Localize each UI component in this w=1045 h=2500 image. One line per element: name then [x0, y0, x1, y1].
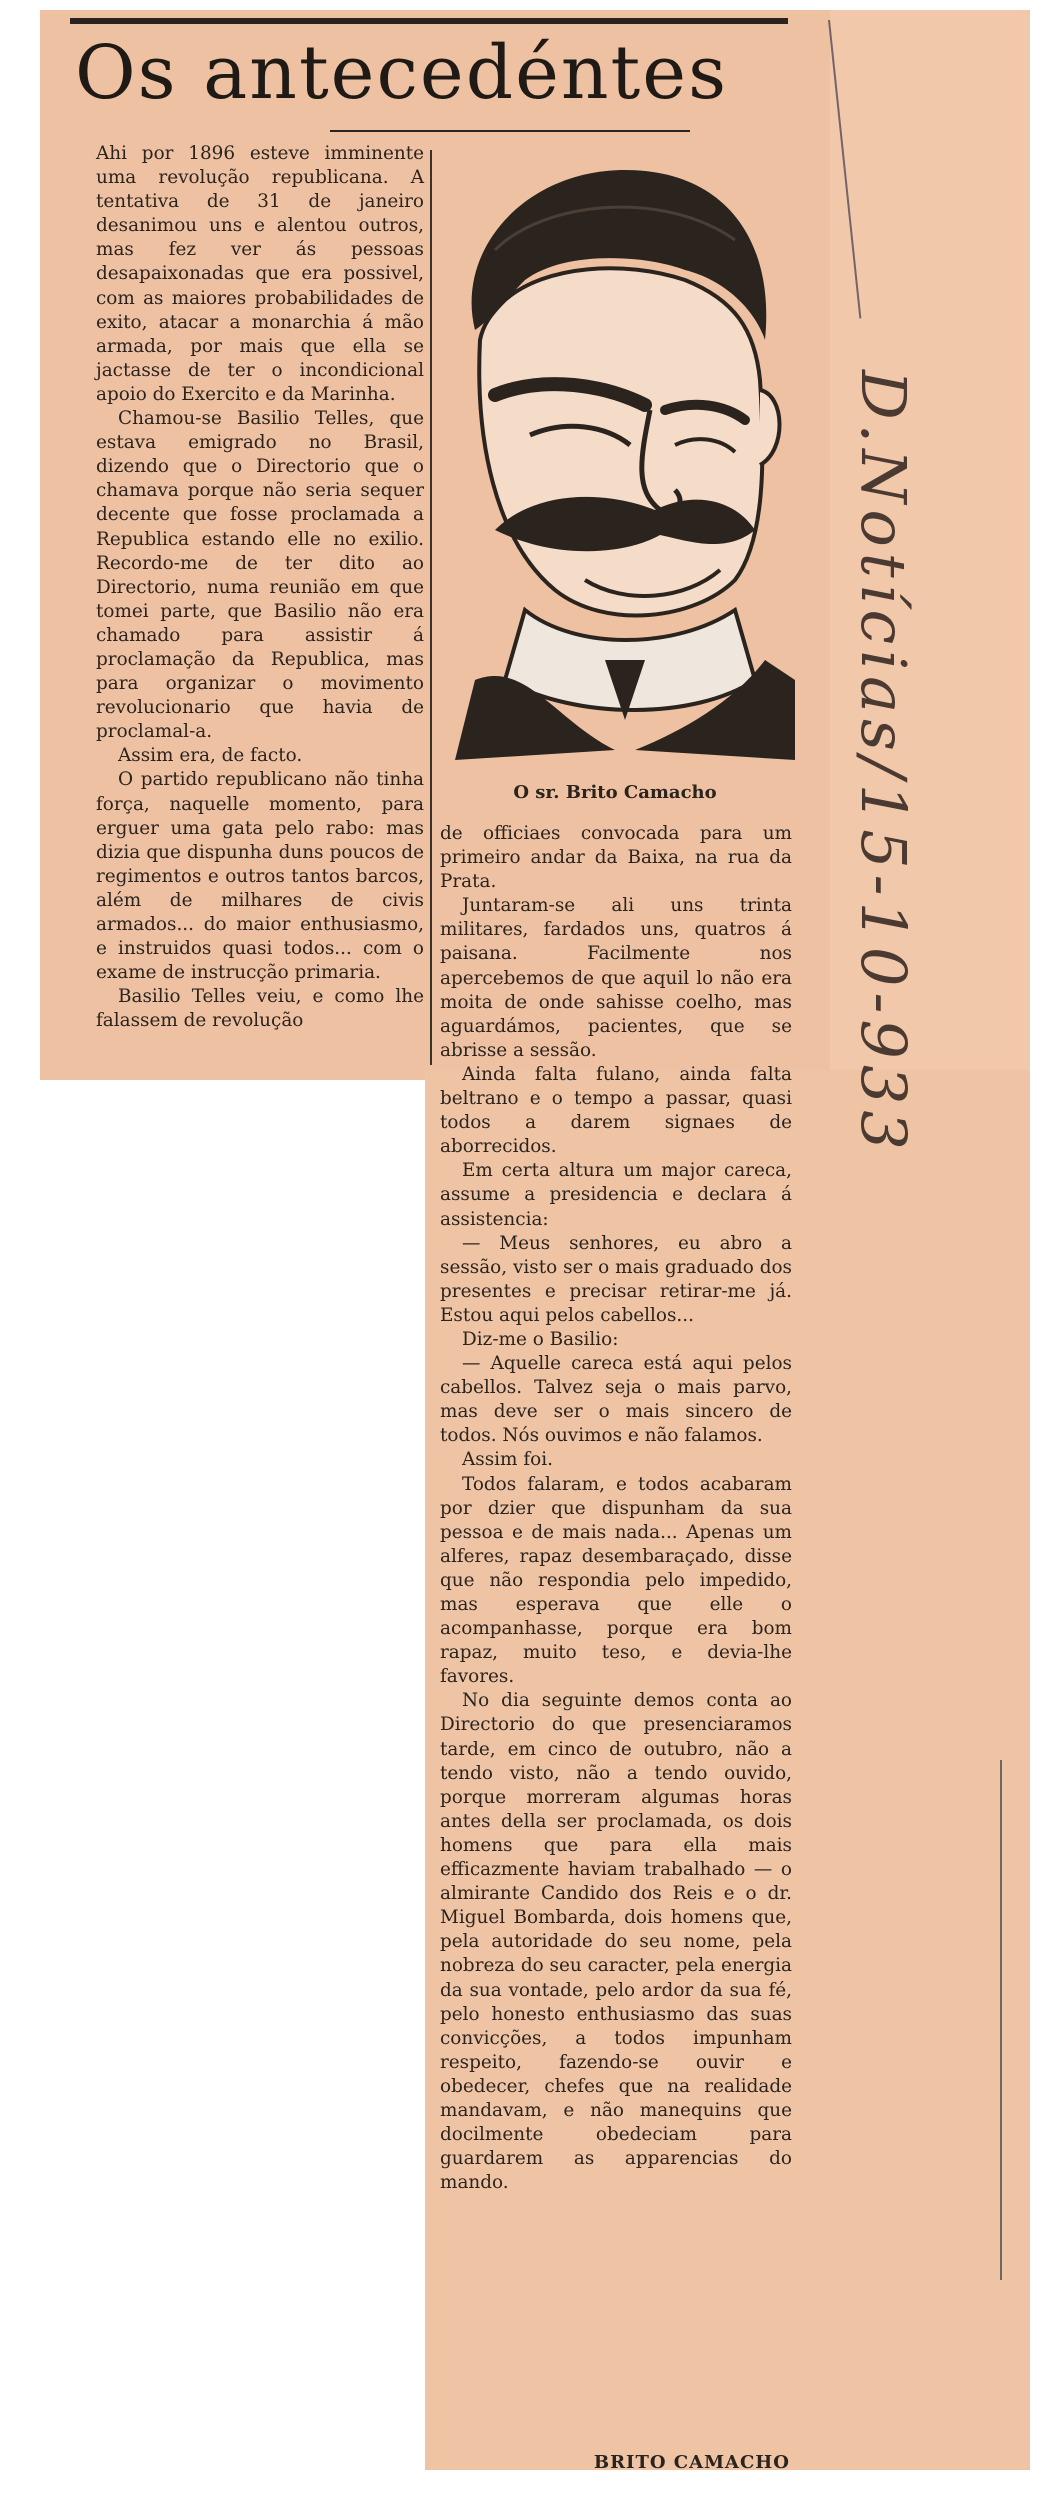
headline-top-rule — [70, 18, 788, 24]
article-column-left — [96, 142, 424, 1033]
tear-edge-line-lower — [1000, 1760, 1002, 2280]
caricature-portrait — [435, 160, 795, 760]
paragraph: de officiaes convocada para um primeiro andar da Baixa, na rua da Prata. — [440, 823, 792, 893]
paragraph: Basilio Telles veiu, e como lhe falassem de revolução — [96, 986, 424, 1032]
paragraph: Diz-me o Basilio: — [462, 1328, 619, 1350]
paragraph: Ahi por 1896 esteve imminente uma revolução republicana. A tentativa de 31 de janeiro desanimou uns e alentou outros, mas fez ver ás pessoas desapaixonadas que era possivel, com as maiores probabilidades de exito, atacar a monarchia á mão armada, por mais que ella se jactasse de ter o incondicional apoio do Exercito e da Marinha. — [96, 143, 424, 405]
article-column-right — [440, 822, 792, 2195]
paragraph: Ainda falta fulano, ainda falta beltrano e o tempo a passar, quasi todos a darem signaes de aborrecidos. — [440, 1063, 792, 1158]
handwritten-date-note: D.Notícias/15-10-933 — [847, 370, 920, 1156]
article-signature: BRITO CAMACHO — [593, 2452, 790, 2473]
paragraph: Assim foi. — [462, 1449, 553, 1471]
paragraph: Juntaram-se ali uns trinta militares, fardados uns, quatros á paisana. Facilmente nos apercebemos de que aquil lo não era moita de onde sahisse coelho, mas aguardámos, pacientes, que se abrisse a sessão. — [440, 895, 792, 1061]
paragraph: Todos falaram, e todos acabaram por dzier que dispunham da sua pessoa e de mais nada... Apenas um alferes, rapaz desembaraçado, disse que não respondia pelo impedido, mas esperava que elle o acompanhasse, porque era bom rapaz, muito teso, e devia-lhe favores. — [440, 1473, 792, 1688]
paragraph: O partido republicano não tinha força, naquelle momento, para erguer uma gata pelo rabo: mas dizia que dispunha duns poucos de regimentos e outros tantos barcos, além de milhares de civis armados... do maior enthusiasmo, e instruidos quasi todos... com o exame de instrucção primaria. — [96, 769, 424, 984]
column-divider — [430, 150, 432, 1065]
paragraph: — Meus senhores, eu abro a sessão, visto ser o mais graduado dos presentes e precisar retirar-me já. Estou aqui pelos cabellos... — [440, 1232, 792, 1326]
headline-underline — [330, 130, 690, 132]
paragraph: Em certa altura um major careca, assume a presidencia e declara á assistencia: — [440, 1160, 792, 1230]
paragraph: No dia seguinte demos conta ao Directorio do que presenciaramos tarde, em cinco de outubro, não a tendo visto, não a tendo ouvido, porque morreram algumas horas antes della ser proclamada, os dois homens que para ella mais efficazmente haviam trabalhado — o almirante Candido dos Reis e o dr. Miguel Bombarda, dois homens que, pela autoridade do seu nome, pela nobreza do seu caracter, pela energia da sua vontade, pelo ardor da sua fé, pelo honesto enthusiasmo das suas convicções, a todos impunham respeito, fazendo-se ouvir e obedecer, chefes que na realidade mandavam, e não manequins que docilmente obedeciam para guardarem as apparencias do mando. — [440, 1690, 792, 2194]
article-headline: Os antecedéntes — [75, 30, 729, 116]
paragraph: — Aquelle careca está aqui pelos cabellos. Talvez seja o mais parvo, mas deve ser o mais sincero de todos. Nós ouvimos e não falamos. — [440, 1353, 792, 1447]
paragraph: Chamou-se Basilio Telles, que estava emigrado no Brasil, dizendo que o Directorio que o chamava porque não seria sequer decente que fosse proclamada a Republica estando elle no exilio. Recordo-me de ter dito ao Directorio, numa reunião em que tomei parte, que Basilio não era chamado para assistir á proclamação da Republica, mas para organizar o movimento revolucionario que havia de proclamal-a. — [96, 408, 424, 743]
portrait-caption: O sr. Brito Camacho — [513, 782, 717, 803]
paragraph: Assim era, de facto. — [118, 745, 303, 767]
